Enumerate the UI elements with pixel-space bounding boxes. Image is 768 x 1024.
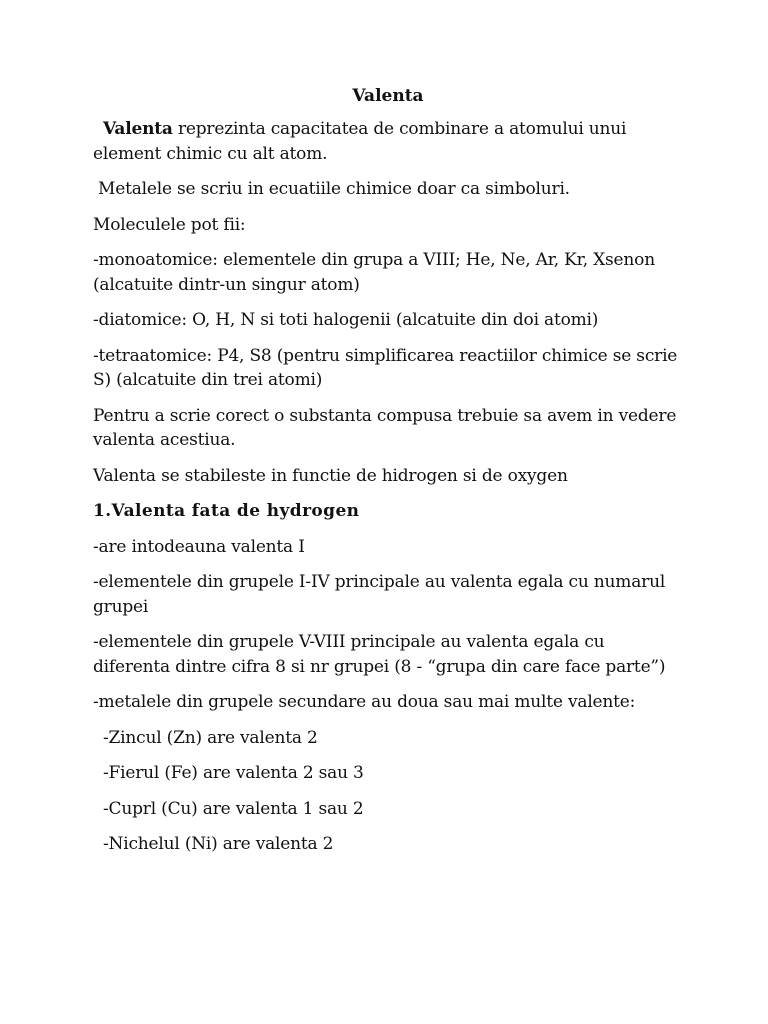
document-page (93, 84, 683, 868)
metal-item: -Zincul (Zn) are valenta 2 (103, 727, 318, 748)
rule-item: -are intodeauna valenta I (93, 536, 305, 557)
stabileste-paragraph: Valenta se stabileste in functie de hidrogen si de oxygen (93, 465, 568, 486)
tetraatomice-paragraph: -tetraatomice: P4, S8 (pentru simplificarea reactiilor chimice se scrie S) (alcatuite din trei atomi) (93, 345, 678, 390)
metal-item: -Cuprl (Cu) are valenta 1 sau 2 (103, 798, 364, 819)
rule-item: -elementele din grupele I-IV principale au valenta egala cu numarul grupei (93, 572, 666, 617)
rule-item: -metalele din grupele secundare au doua sau mai multe valente: (93, 692, 636, 712)
molecule-paragraph: Moleculele pot fii: (93, 214, 246, 235)
document-title: Valenta (352, 86, 424, 106)
intro-term: Valenta (103, 119, 173, 139)
monoatomice-paragraph: -monoatomice: elementele din grupa a VIII; He, Ne, Ar, Kr, Xsenon (alcatuite dintr-un singur atom) (93, 250, 655, 295)
metal-item: -Nichelul (Ni) are valenta 2 (103, 834, 334, 854)
metal-item: -Fierul (Fe) are valenta 2 sau 3 (103, 763, 364, 783)
section-heading-hydrogen: 1.Valenta fata de hydrogen (93, 501, 360, 521)
scrie-paragraph: Pentru a scrie corect o substanta compusa trebuie sa avem in vedere valenta acestiua. (93, 405, 677, 450)
intro-paragraph (93, 117, 683, 166)
diatomice-paragraph: -diatomice: O, H, N si toti halogenii (alcatuite din doi atomi) (93, 310, 599, 330)
intro-text: reprezinta capacitatea de combinare a atomului unui element chimic cu alt atom. (93, 119, 627, 164)
metale-paragraph: Metalele se scriu in ecuatiile chimice doar ca simboluri. (98, 179, 570, 199)
rule-item: -elementele din grupele V-VIII principale au valenta egala cu diferenta dintre cifra 8 si nr grupei (8 - “grupa din care face parte”) (93, 632, 666, 677)
